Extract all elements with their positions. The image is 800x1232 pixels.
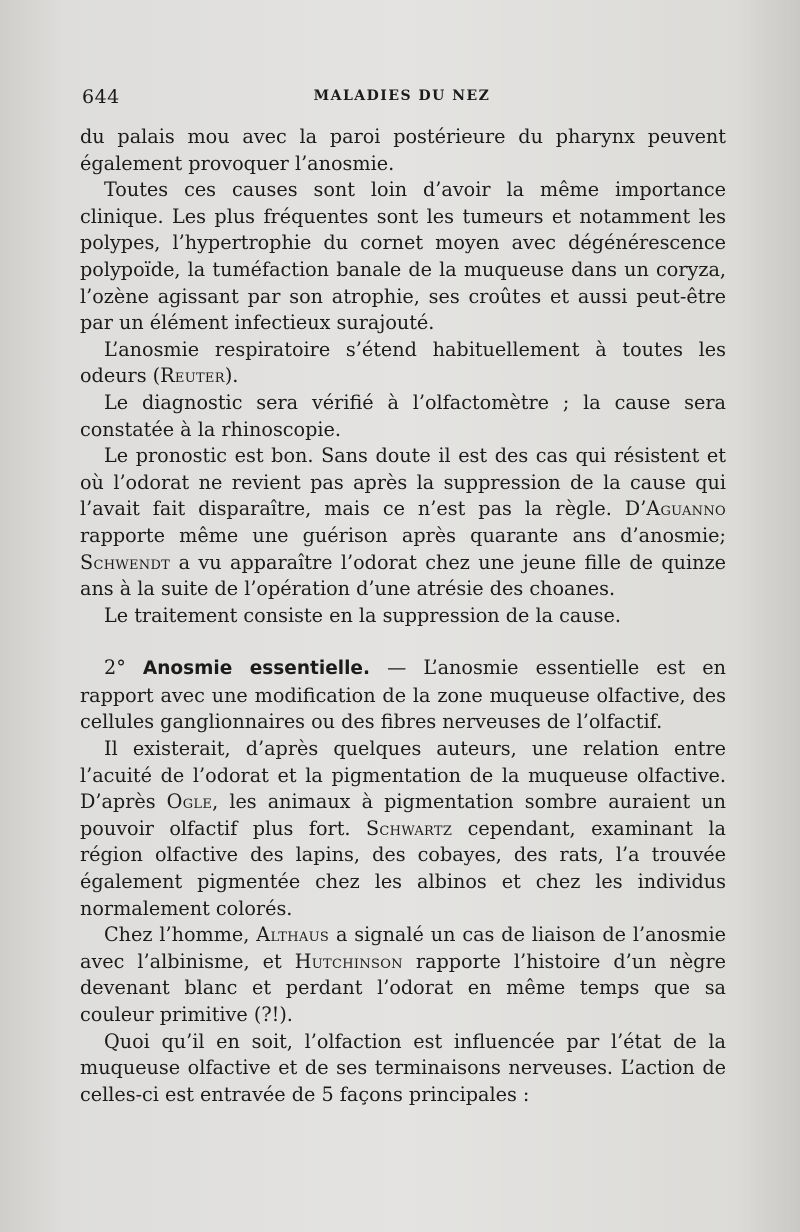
paragraph (80, 922, 726, 1028)
running-title: MALADIES DU NEZ (313, 88, 491, 104)
text-run: a signalé un cas de liaison de l’anosmie avec l’albinisme, et (80, 923, 726, 973)
text-run: L’anosmie respiratoire s’étend habituellement à toutes les odeurs ( (80, 337, 726, 388)
author-name: Hutchinson (294, 949, 403, 973)
author-name: Reuter (160, 364, 225, 388)
paragraph: Le traitement consiste en la suppression de la cause. (104, 603, 621, 627)
text-run: rapporte l’histoire d’un nègre devenant blanc et perdant l’odorat en même temps que sa couleur primitive (?!). (80, 949, 726, 1026)
page-number: 644 (82, 86, 120, 108)
text-run: Chez l’homme, (104, 923, 257, 947)
text-run: Il existerait, d’après quelques auteurs, une relation entre l’acuité de l’odorat et la pigmentation de la muqueuse olfactive. D’après (80, 737, 726, 814)
paragraph: du palais mou avec la paroi postérieure du pharynx peuvent également provoquer l’anosmie. (80, 125, 726, 175)
author-name: Ogle (166, 790, 213, 814)
paragraph: Le diagnostic sera vérifié à l’olfactomètre ; la cause sera constatée à la rhinoscopie. (80, 390, 726, 441)
author-name: Schwendt (80, 550, 171, 574)
paragraph: Quoi qu’il en soit, l’olfaction est influencée par l’état de la muqueuse olfactive et de ses terminaisons nerveuses. L’action de celles-ci est entravée de 5 façons principales : (80, 1029, 726, 1106)
body-text (80, 124, 726, 1108)
section-spacer (80, 629, 726, 655)
text-run: ). (224, 364, 239, 388)
text-run: a vu apparaître l’odorat chez une jeune fille de quinze ans à la suite de l’opération d’une atrésie des choanes. (80, 550, 726, 601)
section-title: Anosmie essentielle. (142, 658, 370, 680)
text-run: Le pronostic est bon. Sans doute il est des cas qui résistent et où l’odorat ne revient pas après la suppression de la cause qui l’avait fait disparaître, mais ce n’est pas la règle. D’ (80, 444, 726, 521)
section-number: 2° (104, 656, 143, 680)
author-name: Aguanno (646, 497, 726, 521)
paragraph (80, 443, 726, 603)
text-run: cependant, examinant la région olfactive des lapins, des cobayes, des rats, l’a trouvée également pigmentée chez les albinos et chez les individus normalement colorés. (80, 816, 726, 920)
text-run: , les animaux à pigmentation sombre auraient un pouvoir olfactif plus fort. (80, 790, 726, 840)
paragraph (80, 337, 726, 390)
page-header (82, 86, 722, 110)
author-name: Schwartz (365, 816, 453, 840)
author-name: Althaus (256, 923, 330, 947)
text-run: rapporte même une guérison après quarante ans d’anosmie; (80, 523, 726, 547)
text-run: — L’anosmie essentielle est en rapport avec une modification de la zone muqueuse olfactive, des cellules ganglionnaires ou des fibres nerveuses de l’olfactif. (80, 656, 726, 734)
section-heading-paragraph (80, 655, 726, 736)
paragraph: Toutes ces causes sont loin d’avoir la même importance clinique. Les plus fréquentes sont les tumeurs et notamment les polypes, l’hypertrophie du cornet moyen avec dégénérescence polypoïde, la tuméfaction banale de la muqueuse dans un coryza, l’ozène agissant par son atrophie, ses croûtes et aussi peut-être par un élément infectieux surajouté. (80, 178, 726, 335)
paragraph (80, 736, 726, 922)
